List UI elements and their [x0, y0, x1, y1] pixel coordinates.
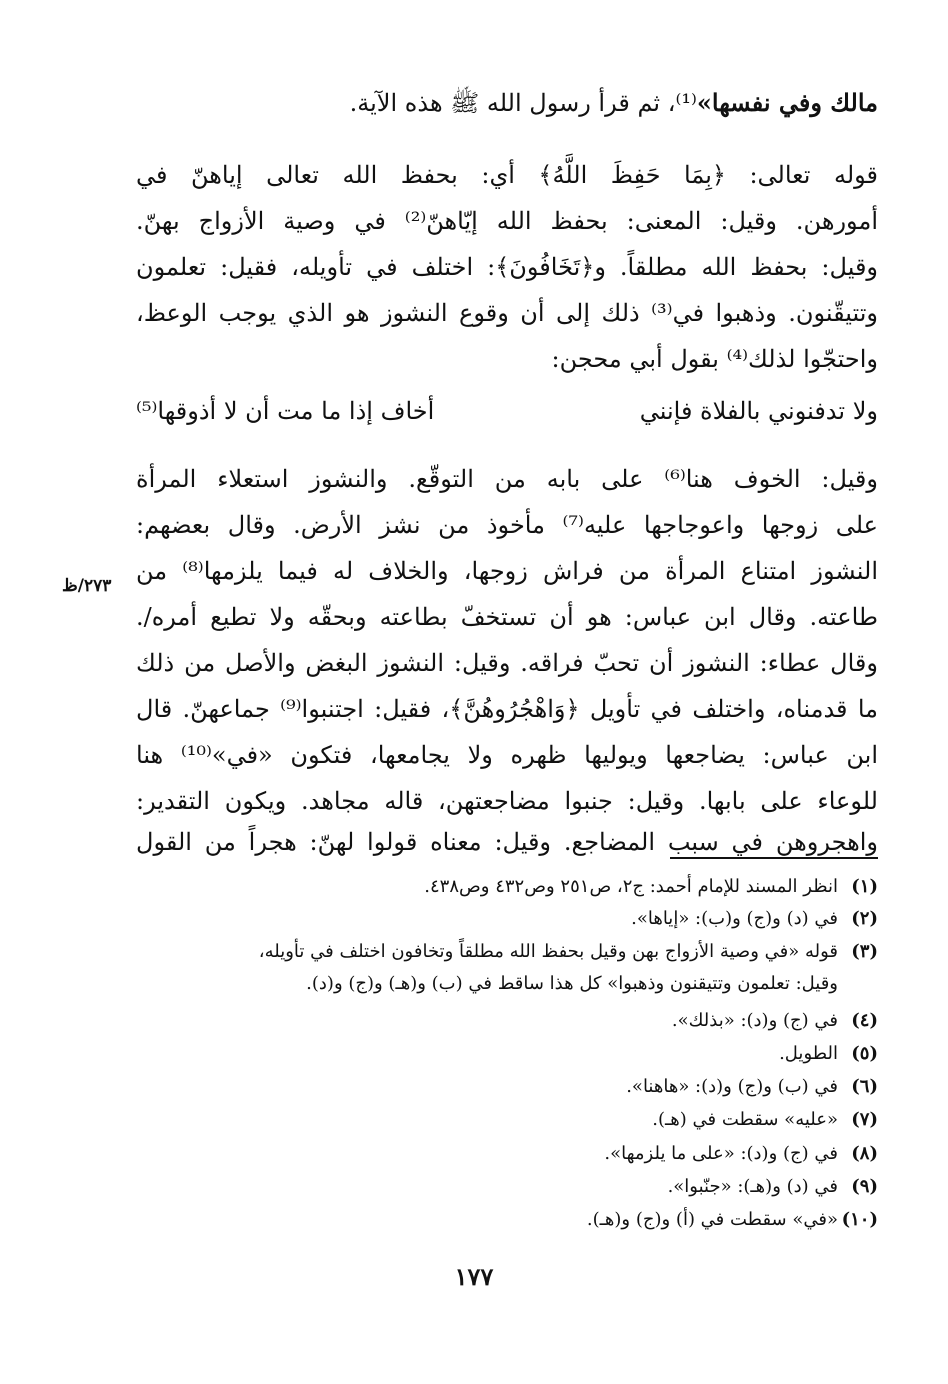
- opening-rest-text: ⁽¹⁾، ثم قرأ رسول الله ﷺ هذه الآية.: [349, 89, 697, 117]
- footnote-text: في (ج) و(د): «على ما يلزمها».: [604, 1143, 838, 1164]
- footnote-text: في (د) و(هـ): «جنّبوا».: [667, 1176, 838, 1197]
- footnote-text: الطويل.: [779, 1043, 838, 1064]
- footnote: [136, 1139, 878, 1169]
- footnote: [136, 1006, 878, 1036]
- footnote: [136, 1105, 878, 1135]
- footnote-text: «عليه» سقطت في (هـ).: [652, 1109, 838, 1130]
- body-line: وقيل: الخوف هنا⁽⁶⁾ على بابه من التوقّع. والنشوز استعلاء المرأة: [136, 465, 878, 493]
- body-line: وتتيقّنون. وذهبوا في⁽³⁾ ذلك إلى أن وقوع النشوز هو الذي يوجب الوعظ،: [136, 299, 878, 327]
- body-line: للوعاء على بابها. وقيل: جنبوا مضاجعتهن، قاله مجاهد. ويكون التقدير:: [136, 787, 878, 815]
- footnote-text: في (ب) و(ج) و(د): «هاهنا».: [626, 1076, 838, 1097]
- footnote-text: قوله «في وصية الأزواج بهن وقيل بحفظ الله مطلقاً وتخافون اختلف في تأويله،: [258, 941, 838, 962]
- footnote: [136, 1072, 878, 1102]
- footnote-text: وقيل: تعلمون وتتيقنون وذهبوا» كل هذا ساقط في (ب) و(هـ) و(ج) و(د).: [306, 973, 838, 994]
- body-line: النشوز امتناع المرأة من فراش زوجها، والخلاف له فيما يلزمها⁽⁸⁾ من: [136, 557, 878, 585]
- footnote-number: (٤): [851, 1010, 878, 1031]
- footnote: [136, 872, 878, 902]
- footnote-number: (٩): [851, 1176, 878, 1197]
- opening-line: [136, 80, 878, 126]
- footnote: [136, 1205, 878, 1235]
- body-line: طاعته. وقال ابن عباس: هو أن تستخفّ بطاعته وبحقّه ولا تطيع أمره/.: [136, 603, 878, 631]
- footnote-number: (١٠): [841, 1209, 878, 1230]
- body-line: أمورهن. وقيل: المعنى: بحفظ الله إيّاهنّ⁽²⁾ في وصية الأزواج بهنّ.: [136, 207, 878, 235]
- footnote: [136, 904, 878, 934]
- body-line: واحتجّوا لذلك⁽⁴⁾ بقول أبي محجن:: [551, 345, 878, 373]
- footnote: [136, 937, 878, 967]
- manuscript-folio-note: ٢٧٣/ظ: [62, 576, 112, 596]
- footnote-number: (٧): [851, 1109, 878, 1130]
- body-line: وقال عطاء: النشوز أن تحبّ فراقه. وقيل: النشوز البغض والأصل من ذلك: [136, 649, 878, 677]
- body-line: على زوجها واعوجاجها عليه⁽⁷⁾ مأخوذ من نشز الأرض. وقال بعضهم:: [136, 511, 879, 539]
- footnote-number: (٣): [851, 941, 878, 962]
- footnote-text: انظر المسند للإمام أحمد: ج٢، ص٢٥١ وص٤٣٢ وص٤٣٨.: [424, 876, 838, 897]
- opening-bold-text: مالك وفي نفسها»: [696, 88, 878, 117]
- footnote-separator: [670, 857, 878, 859]
- footnote-text: «في» سقطت في (أ) و(ج) و(هـ).: [586, 1209, 838, 1230]
- footnote-text: في (د) و(ج) و(ب): «إياها».: [631, 908, 838, 929]
- verse-first-hemistich: ولا تدفنوني بالفلاة فإنني: [639, 397, 878, 425]
- body-line: واهجروهن في سبب المضاجع. وقيل: معناه قولوا لهنّ: هجراً من القول: [136, 828, 878, 856]
- footnote-text: في (ج) و(د): «بذلك».: [671, 1010, 838, 1031]
- footnote: [136, 1172, 878, 1202]
- footnote: [136, 1039, 878, 1069]
- footnote-number: (٢): [851, 908, 878, 929]
- footnote-number: (١): [851, 876, 878, 897]
- page-number: ١٧٧: [454, 1262, 494, 1291]
- footnote-continuation: [136, 969, 838, 999]
- body-line: ابن عباس: يضاجعها ويوليها ظهره ولا يجامعها، فتكون «في»⁽¹⁰⁾ هنا: [136, 741, 879, 769]
- footnote-number: (٦): [851, 1076, 878, 1097]
- body-line: وقيل: بحفظ الله مطلقاً. و﴿تَخَافُونَ﴾: اختلف في تأويله، فقيل: تعلمون: [136, 253, 878, 281]
- body-line: قوله تعالى: ﴿بِمَا حَفِظَ اللَّهُ﴾ أي: بحفظ الله تعالى إياهنّ في: [136, 161, 878, 189]
- body-line: ما قدمناه، واختلف في تأويل ﴿وَاهْجُرُوهُنَّ﴾، فقيل: اجتنبوا⁽⁹⁾ جماعهنّ. قال: [136, 695, 878, 723]
- footnote-number: (٥): [851, 1043, 878, 1064]
- footnote-number: (٨): [851, 1143, 878, 1164]
- verse-second-hemistich: أخاف إذا ما مت أن لا أذوقها⁽⁵⁾: [136, 397, 435, 425]
